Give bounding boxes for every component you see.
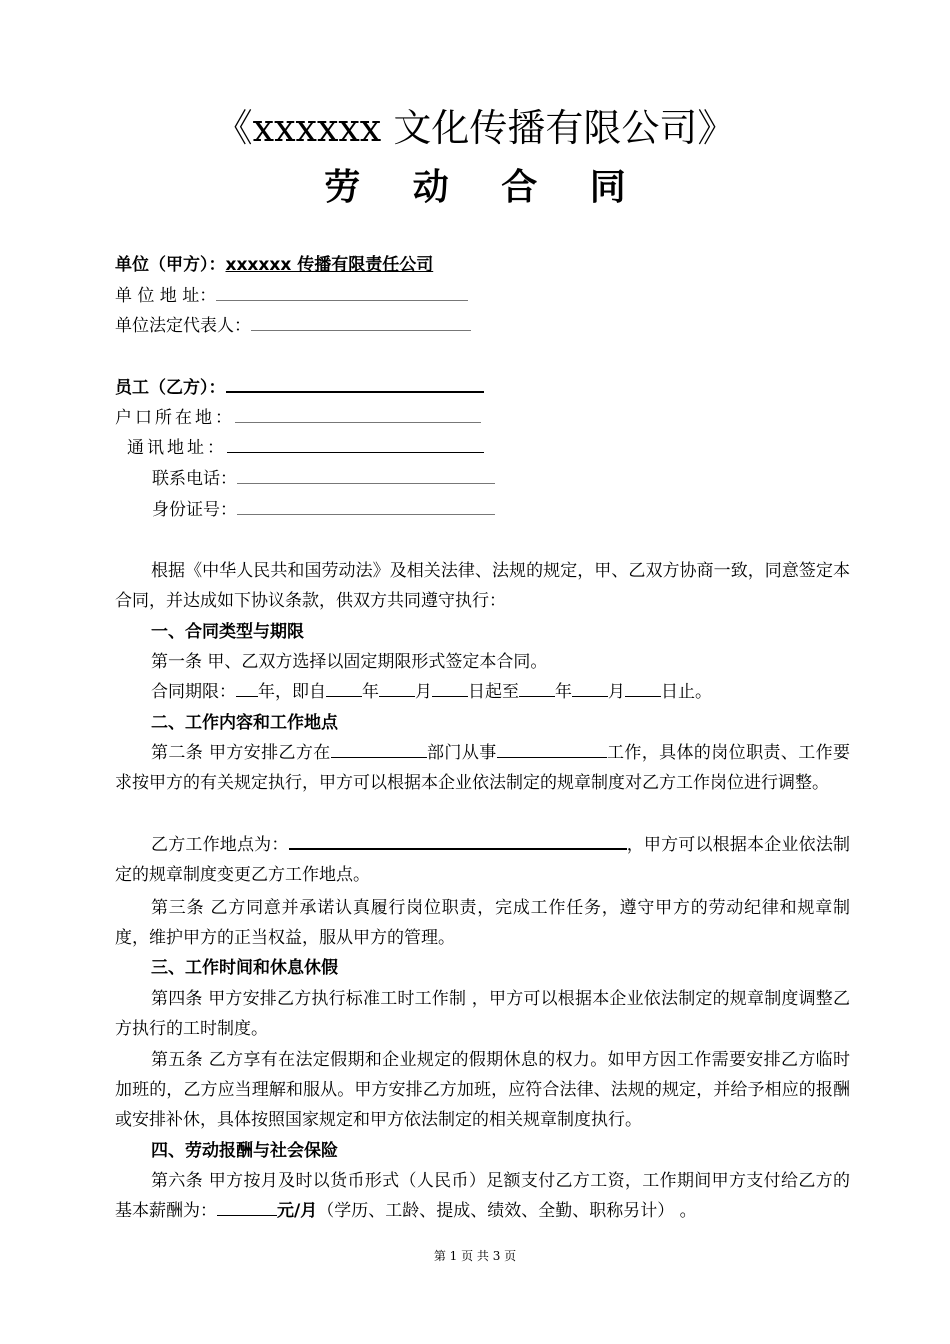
workplace-text: ，甲方可以根据本企业依法制定的规章制度变更乙方工作地点。 xyxy=(115,835,851,885)
workplace-blank[interactable] xyxy=(289,831,627,850)
start-day-blank[interactable] xyxy=(432,679,468,697)
contract-term-row xyxy=(115,677,850,707)
employer-legal-rep-blank[interactable] xyxy=(251,313,471,331)
article-5: 第五条 乙方享有在法定假期和企业规定的假期休息的权力。如甲方因工作需要安排乙方临时加班的，乙方应当理解和服从。甲方安排乙方加班，应符合法律、法规的规定，并给予相应的报酬或安排补休，具体按照国家规定和甲方依法制定的相关规章制度执行。 xyxy=(115,1050,850,1130)
employee-phone-row xyxy=(152,466,495,492)
employer-legal-rep-row xyxy=(115,313,471,339)
employer-address-label: 单 位 地 址： xyxy=(115,286,217,306)
start-month-blank[interactable] xyxy=(379,679,415,697)
employer-address-row xyxy=(115,283,468,309)
end-year-blank[interactable] xyxy=(519,679,555,697)
start-year-blank[interactable] xyxy=(326,679,362,697)
employee-row xyxy=(115,374,484,401)
employee-phone-label: 联系电话： xyxy=(152,469,237,489)
section-3-heading: 三、工作时间和休息休假 xyxy=(151,958,338,978)
employee-hukou-row xyxy=(115,405,481,431)
article-2-text-a: 第二条 甲方安排乙方在 xyxy=(151,743,331,763)
article-3: 第三条 乙方同意并承诺认真履行岗位职责，完成工作任务，遵守甲方的劳动纪律和规章制度，维护甲方的正当权益，服从甲方的管理。 xyxy=(115,898,850,948)
page-footer: 第 1 页 共 3 页 xyxy=(433,1249,517,1263)
term-text-d: 月 xyxy=(415,682,432,702)
workplace-paragraph xyxy=(115,830,850,890)
article-1: 第一条 甲、乙双方选择以固定期限形式签定本合同。 xyxy=(151,652,548,672)
section-4-heading: 四、劳动报酬与社会保险 xyxy=(151,1141,338,1161)
term-text-c: 年 xyxy=(362,682,379,702)
employee-phone-blank[interactable] xyxy=(237,466,495,484)
department-blank[interactable] xyxy=(331,740,427,758)
term-text-e: 日起至 xyxy=(468,682,519,702)
end-day-blank[interactable] xyxy=(625,679,661,697)
employer-unit-label: 单位（甲方）： xyxy=(115,255,226,275)
salary-blank[interactable] xyxy=(217,1198,277,1216)
term-text-b: 年，即自 xyxy=(258,682,326,702)
article-4: 第四条 甲方安排乙方执行标准工时工作制 ，甲方可以根据本企业依法制定的规章制度调整乙方执行的工时制度。 xyxy=(115,989,850,1039)
workplace-label: 乙方工作地点为： xyxy=(151,835,289,855)
article-2-text-b: 部门从事 xyxy=(426,743,497,763)
employer-address-blank[interactable] xyxy=(216,283,468,301)
article-6-text-b: （学历、工龄、提成、绩效、全勤、职称另计） 。 xyxy=(317,1201,697,1221)
employee-name-blank[interactable] xyxy=(226,374,484,393)
document-subtitle: 劳 动 合 同 xyxy=(324,167,646,208)
term-text-h: 日止。 xyxy=(661,682,712,702)
article-2-text-c: 工作，具体的岗位职责、工作要求按甲方的有关规定执行，甲方可以根据本企业依法制定的规章制度对乙方工作岗位进行调整。 xyxy=(115,743,851,793)
term-text-g: 月 xyxy=(608,682,625,702)
employee-id-row xyxy=(152,497,495,523)
term-years-blank[interactable] xyxy=(236,679,258,697)
section-2-heading: 二、工作内容和工作地点 xyxy=(151,713,338,733)
employee-id-blank[interactable] xyxy=(237,497,495,515)
employer-legal-rep-label: 单位法定代表人： xyxy=(115,316,251,336)
employee-mail-row xyxy=(127,435,484,461)
term-label: 合同期限： xyxy=(151,682,236,702)
article-6-text-a: 第六条 甲方按月及时以货币形式（人民币）足额支付乙方工资，工作期间甲方支付给乙方的基本薪酬为： xyxy=(115,1171,850,1221)
term-text-f: 年 xyxy=(555,682,572,702)
preamble-paragraph: 根据《中华人民共和国劳动法》及相关法律、法规的规定，甲、乙双方协商一致，同意签定本合同，并达成如下协议条款，供双方共同遵守执行： xyxy=(115,561,850,611)
employee-id-label: 身份证号： xyxy=(152,500,237,520)
job-blank[interactable] xyxy=(497,740,607,758)
employee-hukou-label: 户口所在地： xyxy=(115,408,235,428)
employer-unit-row xyxy=(115,252,433,278)
employee-mail-blank[interactable] xyxy=(227,435,484,453)
document-title: 《xxxxxx 文化传播有限公司》 xyxy=(214,106,736,150)
employee-label: 员工（乙方）： xyxy=(115,378,226,398)
salary-unit: 元/月 xyxy=(277,1201,318,1221)
article-2 xyxy=(115,738,850,798)
section-1-heading: 一、合同类型与期限 xyxy=(151,622,304,642)
employee-hukou-blank[interactable] xyxy=(235,405,481,423)
article-6 xyxy=(115,1166,850,1226)
employer-unit-name: xxxxxx 传播有限责任公司 xyxy=(225,255,434,275)
employee-mail-label: 通讯地址： xyxy=(127,438,227,458)
end-month-blank[interactable] xyxy=(572,679,608,697)
